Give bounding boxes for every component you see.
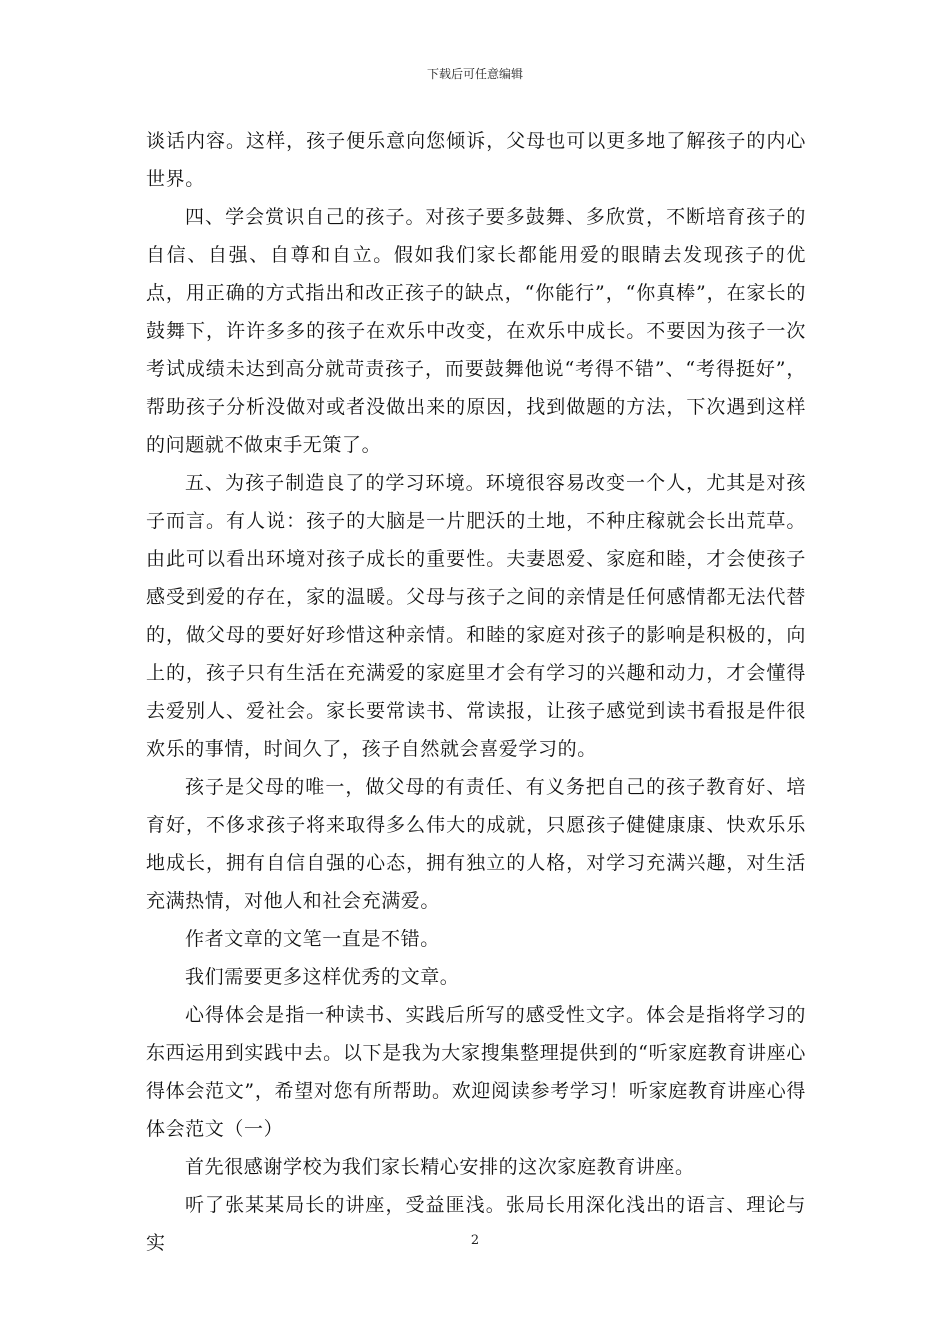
paragraph-point-five: 五、为孩子制造良了的学习环境。环境很容易改变一个人，尤其是对孩子而言。有人说：孩子的大脑是一片肥沃的土地，不种庄稼就会长出荒草。由此可以看出环境对孩子成长的重要性。夫妻恩爱、家庭和睦，才会使孩子感受到爱的存在，家的温暖。父母与孩子之间的亲情是任何感情都无法代替的，做父母的要好好珍惜这种亲情。和睦的家庭对孩子的影响是积极的，向上的，孩子只有生活在充满爱的家庭里才会有学习的兴趣和动力，才会懂得去爱别人、爱社会。家长要常读书、常读报，让孩子感觉到读书看报是件很欢乐的事情，时间久了，孩子自然就会喜爱学习的。 (146, 472, 806, 760)
document-body (146, 122, 806, 1262)
paragraph-conclusion: 孩子是父母的唯一，做父母的有责任、有义务把自己的孩子教育好、培育好，不侈求孩子将来取得多么伟大的成就，只愿孩子健健康康、快欢乐乐地成长，拥有自信自强的心态，拥有独立的人格，对学习充满兴趣，对生活充满热情，对他人和社会充满爱。 (146, 776, 806, 912)
paragraph-thanks: 首先很感谢学校为我们家长精心安排的这次家庭教育讲座。 (185, 1156, 695, 1178)
page-number: 2 (470, 1233, 480, 1248)
page-header: 下载后可任意编辑 (426, 67, 523, 81)
paragraph-comment-two: 我们需要更多这样优秀的文章。 (185, 966, 460, 988)
paragraph-continuation: 谈话内容。这样，孩子便乐意向您倾诉，父母也可以更多地了解孩子的内心世界。 (146, 130, 806, 190)
paragraph-lecture: 听了张某某局长的讲座，受益匪浅。张局长用深化浅出的语言、理论与实 (146, 1194, 806, 1254)
paragraph-comment-one: 作者文章的文笔一直是不错。 (185, 928, 440, 950)
paragraph-point-four: 四、学会赏识自己的孩子。对孩子要多鼓舞、多欣赏，不断培育孩子的自信、自强、自尊和自立。假如我们家长都能用爱的眼睛去发现孩子的优点，用正确的方式指出和改正孩子的缺点，“你能行”，“你真棒”，在家长的鼓舞下，许许多多的孩子在欢乐中改变，在欢乐中成长。不要因为孩子一次考试成绩未达到高分就苛责孩子，而要鼓舞他说“考得不错”、“考得挺好”，帮助孩子分析没做对或者没做出来的原因，找到做题的方法，下次遇到这样的问题就不做束手无策了。 (146, 206, 806, 456)
paragraph-intro: 心得体会是指一种读书、实践后所写的感受性文字。体会是指将学习的东西运用到实践中去。以下是我为大家搜集整理提供到的“听家庭教育讲座心得体会范文”，希望对您有所帮助。欢迎阅读参考学习！听家庭教育讲座心得体会范文（一） (146, 1004, 806, 1140)
